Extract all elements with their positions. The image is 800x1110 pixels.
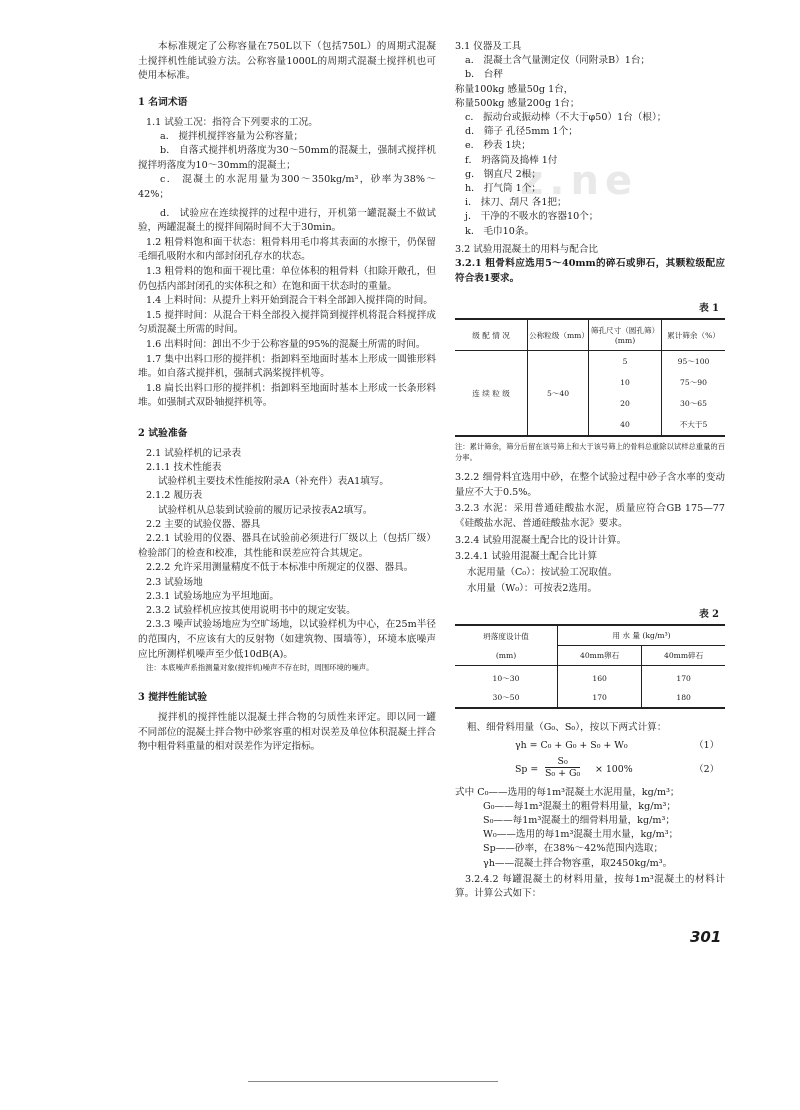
clause-3-1: 3.1 仪器及工具 [455,41,522,52]
equipment-item: a． 混凝土含气量测定仪（同附录B）1台； [465,55,651,67]
water-amount: 水用量（W₀）：可按表2选用。 [467,583,598,595]
table-cell: 30～65 [680,399,707,409]
table-cell: 5 [589,351,662,373]
footnote-2: 注：本底噪声系指测量对象(搅拌机)噪声不存在时，周围环境的噪声。 [146,663,374,673]
equipment-item: 称量100kg 感量50g 1台， [455,83,574,95]
page-number: 301 [690,928,722,946]
clause-2-3-2: 2.3.2 试验样机应按其使用说明书中的规定安装。 [146,605,356,617]
symbol-definition: G₀——每1m³混凝土的粗骨料用量，kg/m³； [483,800,676,812]
section-2-title: 2 试验准备 [138,427,188,439]
table-cell: 不大于5 [679,420,708,430]
section-3-title: 3 搅拌性能试验 [138,692,208,704]
table-cell: 160 [558,666,642,689]
formula-1-number: （1） [694,739,719,751]
clause-1-1-d: d． 试验应在连续搅拌的过程中进行，开机第一罐混凝土不做试验，两罐混凝土的搅拌间隔时间不大于30min。 [138,207,436,234]
equipment-item: b． 台秤 [465,69,503,81]
table-cell: 10 [589,372,662,393]
clause-2-1-1-text: 试验样机主要技术性能按附录A（补充件）表A1填写。 [158,476,390,488]
table-1-title: 表 1 [698,303,719,315]
table-row [455,625,725,646]
table-cell: 5～40 [528,351,589,437]
table-cell: 170 [558,688,642,708]
clause-3-2-4-2: 3.2.4.2 每罐混凝土的材料用量，按每1m³混凝土的材料计算。计算公式如下： [455,873,725,900]
symbol-definition: S₀——每1m³混凝土的细骨料用量，kg/m³； [483,815,675,827]
clause-2-3-3: 2.3.3 噪声试验场地应为空旷场地，以试验样机为中心，在25m半径的范围内，不应该有大的反射物（如建筑物、围墙等），环境本底噪声应比所测样机噪声至少低10dB(A)。 [138,619,436,660]
table-header: 40mm碎石 [642,646,725,666]
clause-2-1-2: 2.1.2 履历表 [146,490,203,502]
table-row [455,351,725,373]
table-cell: 40 [589,414,662,436]
equipment-list [455,54,725,239]
clause-2-1: 2.1 试验样机的记录表 [146,447,242,459]
formula-1 [455,738,725,754]
equipment-item: d． 筛子 孔径5mm 1个； [465,126,578,138]
formula-2-lhs: Sp = [515,763,539,775]
right-column [455,40,725,902]
section-3-text: 搅拌机的搅拌性能以混凝土拌合物的匀质性来评定。即以同一罐不同部位的混凝土拌合物中砂浆容重的相对误差及单位体积混凝土拌合物中粗骨料重量的相对误差作为评定指标。 [138,712,436,753]
symbol-definition: Sp——砂率，在38%～42%范围内选取； [483,843,664,855]
table-row [455,688,725,708]
equipment-item: j． 干净的不吸水的容器10个； [465,211,599,223]
clause-2-2-1: 2.2.1 试验用的仪器、器具在试验前必须进行厂级以上（包括厂级）检验部门的检查和校准，其性能和误差应符合其规定。 [138,533,436,559]
table-cell: 170 [676,674,691,684]
equipment-item: h． 打气筒 1个； [465,183,541,195]
equipment-item: i． 抹刀、刮尺 各1把； [465,197,567,209]
watermark: z.ne [520,158,639,204]
symbol-definition: 式中 C₀——选用的每1m³混凝土水泥用量，kg/m³； [455,786,680,798]
clause-1-2: 1.2 粗骨料饱和面干状态：粗骨料用毛巾将其表面的水擦干，仍保留毛细孔吸附水和内部封闭孔存水的状态。 [138,236,436,263]
table-2 [455,624,725,709]
left-column [138,40,436,755]
clause-1-7: 1.7 集中出料口形的搅拌机：指卸料至地面时基本上形成一圆锥形料堆。如自落式搅拌机，强制式涡桨搅拌机等。 [138,353,436,380]
clause-1-3: 1.3 粗骨料的饱和面干视比重：单位体积的粗骨料（扣除开敞孔，但仍包括内部封闭孔的实体积之和）在饱和面干状态时的重量。 [138,265,436,292]
symbol-definition: γh——混凝土拌合物容重，取2450kg/m³。 [483,857,673,869]
equipment-item: e． 秒表 1块； [465,140,531,152]
table-row [455,646,725,666]
table-cell: 连 续 粒 级 [455,351,528,437]
clause-1-6: 1.6 出料时间：卸出不少于公称容量的95%的混凝土所需的时间。 [146,338,426,350]
table-1 [455,318,725,437]
symbol-definitions [455,786,725,871]
table-header: 累计筛余（%） [662,319,726,351]
equipment-item: f． 坍落筒及捣棒 1付 [465,154,558,166]
clause-3-2-2: 3.2.2 细骨料宜选用中砂，在整个试验过程中砂子含水率的变动量应不大于0.5%。 [455,472,725,498]
clause-2-2-2: 2.2.2 允许采用测量精度不低于本标准中所规定的仪器、器具。 [146,562,414,574]
clause-1-1-c: c． 混凝土的水泥用量为300～350kg/m³，砂率为38%～42%； [138,174,436,200]
equipment-item: c． 振动台或振动棒（不大于φ50）1台（根）； [465,112,667,124]
clause-1-1-a: a． 搅拌机搅拌容量为公称容量； [160,130,304,142]
equipment-item: 称量500kg 感量200g 1台； [455,97,580,109]
clause-3-2: 3.2 试验用混凝土的用料与配合比 [455,243,599,255]
clause-1-1: 1.1 试验工况：指符合下列要求的工况。 [146,116,318,128]
intro-paragraph: 本标准规定了公称容量在750L以下（包括750L）的周期式混凝土搅拌机性能试验方法。公称容量1000L的周期式混凝土搅拌机也可使用本标准。 [138,41,436,82]
clause-1-8: 1.8 扁长出料口形的搅拌机：指卸料至地面时基本上形成一长条形料堆。如强制式双卧轴搅拌机等。 [138,382,436,409]
table-cell: 180 [676,693,691,703]
formula-2-tail: × 100% [595,763,633,775]
table-header: 级 配 情 况 [455,319,528,351]
clause-3-2-1: 3.2.1 粗骨料应选用5～40mm的碎石或卵石，其颗粒级配应符合表1要求。 [455,258,725,284]
table-header: 公称粒级（mm） [528,319,589,351]
clause-3-2-3: 3.2.3 水泥：采用普通硅酸盐水泥，质量应符合GB 175—77《硅酸盐水泥、普通硅酸盐水泥》要求。 [455,503,725,530]
clause-2-1-1: 2.1.1 技术性能表 [146,462,222,474]
clause-1-4: 1.4 上料时间：从提升上料开始到混合干料全部卸入搅拌筒的时间。 [146,295,433,307]
table-header: 筛孔尺寸（圆孔筛）(mm) [589,319,662,351]
formula-1-expression: γh = C₀ + G₀ + S₀ + W₀ [515,739,628,751]
clause-2-1-2-text: 试验样机从总装到试验前的履历记录按表A2填写。 [158,504,373,516]
clause-1-1-b: b． 自落式搅拌机坍落度为30～50mm的混凝土，强制式搅拌机搅拌坍落度为10～30mm的混凝土； [138,145,436,171]
formula-2-fraction [545,756,580,779]
table-cell: 10～30 [455,666,558,689]
table-row [455,666,725,689]
clause-2-2: 2.2 主要的试验仪器、器具 [146,518,261,530]
bottom-rule [248,1081,498,1082]
table-2-title: 表 2 [698,609,719,621]
cement-amount: 水泥用量（C₀）：按试验工况取值。 [467,567,618,579]
table-cell: 30～50 [455,688,558,708]
formula-2-denominator: S₀ + G₀ [545,767,581,779]
clause-1-5: 1.5 搅拌时间：从混合干料全部投入搅拌筒到搅拌机将混合料搅拌成匀质混凝土所需的时间。 [138,309,436,336]
table-header: (mm) [455,646,558,666]
formula-2 [455,756,725,782]
table-header: 40mm卵石 [558,646,642,666]
clause-3-2-4-1: 3.2.4.1 试验用混凝土配合比计算 [455,550,598,562]
formula-2-numerator: S₀ [545,756,580,768]
clause-2-3-1: 2.3.1 试验场地应为平坦地面。 [146,591,279,603]
table-1-note: 注：累计筛余，筛分后留在该号筛上和大于该号筛上的骨料总重除以试样总重量的百分率。 [455,442,725,463]
table-header: 坍落度设计值 [455,625,558,646]
clause-2-3: 2.3 试验场地 [146,576,203,588]
clause-3-2-4: 3.2.4 试验用混凝土配合比的设计计算。 [455,534,627,546]
table-cell: 95～100 [677,357,710,367]
equipment-item: k． 毛巾10条。 [465,225,535,237]
table-header: 用 水 量 (kg/m³) [558,625,726,646]
table-cell: 20 [589,393,662,414]
table-cell: 75～90 [680,378,707,388]
section-1-title: 1 名词术语 [138,96,188,108]
equipment-item: g． 钢直尺 2根； [465,168,541,180]
symbol-definition: W₀——选用的每1m³混凝土用水量，kg/m³； [483,829,679,841]
formula-intro: 粗、细骨料用量（G₀、S₀），按以下两式计算： [467,722,667,734]
formula-2-number: （2） [694,763,719,775]
